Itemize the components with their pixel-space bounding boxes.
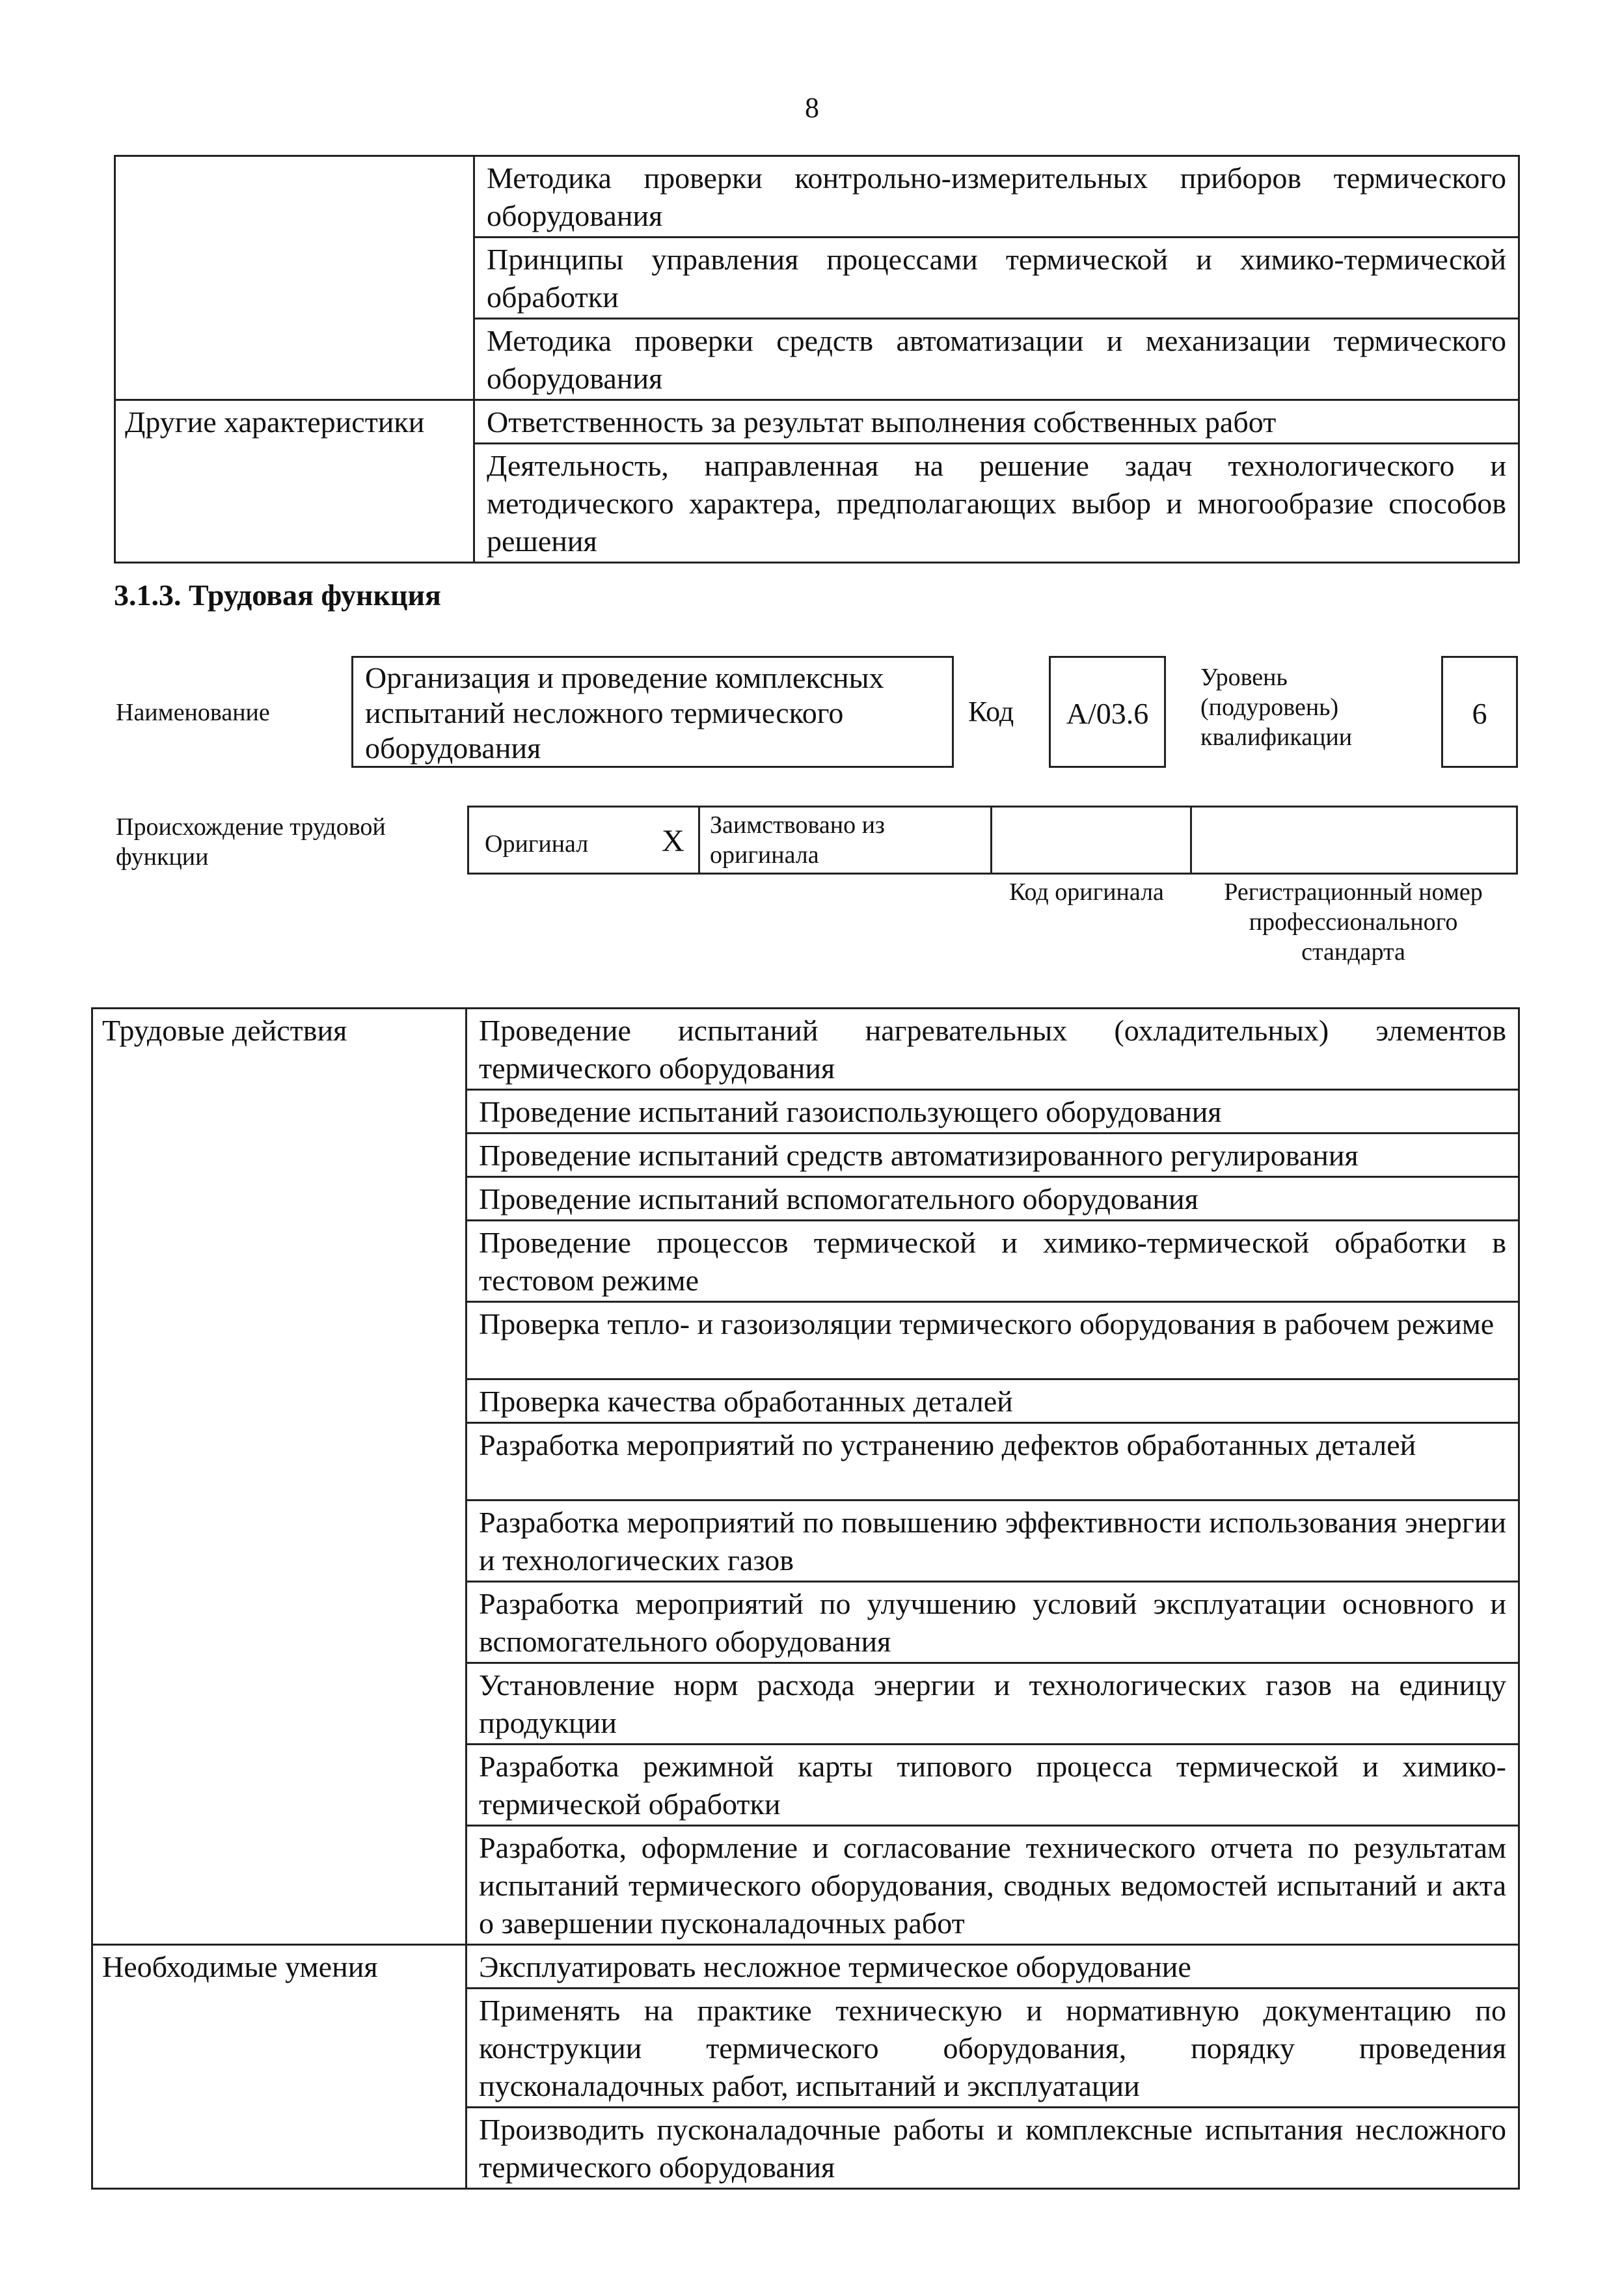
table-cell: Ответственность за результат выполнения собственных работ — [474, 400, 1519, 444]
row-label: Другие характеристики — [115, 400, 474, 563]
top-table — [114, 155, 1520, 564]
table-row — [115, 156, 1519, 238]
page-number: 8 — [805, 92, 819, 124]
name-value: Организация и проведение комплексных испытаний несложного термического оборудования — [351, 656, 954, 768]
table-cell: Проведение испытаний вспомогательного оборудования — [467, 1177, 1519, 1221]
cell-divider — [1190, 808, 1192, 873]
row-label: Необходимые умения — [92, 1945, 467, 2189]
level-label: Уровень (подуровень) квалификации — [1200, 664, 1353, 751]
table-cell: Проверка качества обработанных деталей — [467, 1379, 1519, 1423]
table-cell: Проведение процессов термической и химико-термической обработки в тестовом режиме — [467, 1221, 1519, 1302]
table-cell: Проведение испытаний средств автоматизированного регулирования — [467, 1134, 1519, 1177]
table-row — [115, 400, 1519, 444]
origin-box — [467, 806, 1518, 875]
name-label: Наименование — [116, 699, 270, 726]
table-cell: Деятельность, направленная на решение задач технологического и методического характера, предполагающих выбор и многообразие способов решения — [474, 444, 1519, 563]
table-cell: Разработка режимной карты типового процесса термической и химико-термической обработки — [467, 1745, 1519, 1826]
original-mark: X — [662, 824, 684, 858]
reg-number-caption: Регистрационный номер профессионального стандарта — [1224, 878, 1483, 966]
borrowed-label: Заимствовано из оригинала — [710, 811, 885, 869]
table-cell: Производить пусконаладочные работы и комплексные испытания несложного термического оборудования — [467, 2108, 1519, 2189]
table-cell: Принципы управления процессами термической и химико-термической обработки — [474, 238, 1519, 319]
table-cell: Методика проверки контрольно-измерительных приборов термического оборудования — [474, 156, 1519, 238]
cell-divider — [990, 808, 992, 873]
table-row — [92, 1009, 1519, 1090]
row-label — [115, 156, 474, 400]
table-cell: Методика проверки средств автоматизации и механизации термического оборудования — [474, 319, 1519, 400]
table-cell: Установление норм расхода энергии и технологических газов на единицу продукции — [467, 1663, 1519, 1745]
level-value: 6 — [1441, 656, 1518, 768]
table-cell: Проведение испытаний газоиспользующего оборудования — [467, 1090, 1519, 1134]
main-table — [91, 1007, 1520, 2190]
table-row — [92, 1945, 1519, 1989]
code-value: А/03.6 — [1049, 656, 1166, 768]
row-label: Трудовые действия — [92, 1009, 467, 1945]
table-cell: Проверка тепло- и газоизоляции термического оборудования в рабочем режиме — [467, 1302, 1519, 1379]
section-heading: 3.1.3. Трудовая функция — [114, 578, 441, 612]
table-cell: Эксплуатировать несложное термическое оборудование — [467, 1945, 1519, 1989]
code-label: Код — [968, 696, 1014, 727]
table-cell: Проведение испытаний нагревательных (охладительных) элементов термического оборудования — [467, 1009, 1519, 1090]
cell-divider — [698, 808, 700, 873]
table-cell: Разработка мероприятий по устранению дефектов обработанных деталей — [467, 1423, 1519, 1501]
table-cell: Применять на практике техническую и нормативную документацию по конструкции термического оборудования, порядку проведения пусконаладочных работ, испытаний и эксплуатации — [467, 1989, 1519, 2108]
table-cell: Разработка, оформление и согласование технического отчета по результатам испытаний термического оборудования, сводных ведомостей испытаний и акта о завершении пусконаладочных работ — [467, 1826, 1519, 1945]
origin-label: Происхождение трудовой функции — [116, 813, 386, 871]
original-label: Оригинал — [485, 830, 589, 858]
code-original-caption: Код оригинала — [1009, 878, 1164, 906]
table-cell: Разработка мероприятий по повышению эффективности использования энергии и технологических газов — [467, 1501, 1519, 1582]
table-cell: Разработка мероприятий по улучшению условий эксплуатации основного и вспомогательного оборудования — [467, 1582, 1519, 1663]
